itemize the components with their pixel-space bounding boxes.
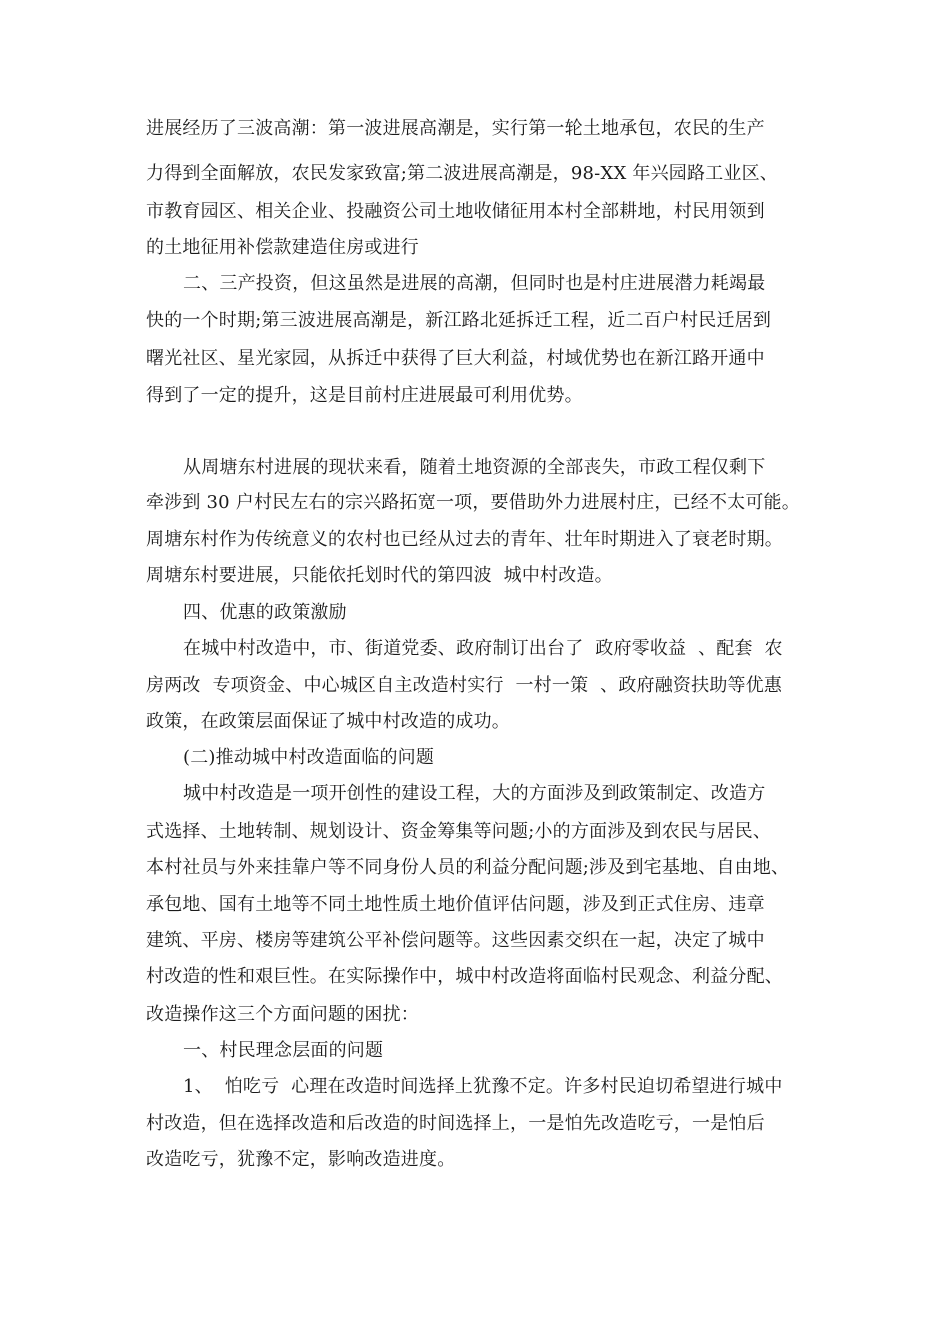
text-line: 式选择、土地转制、规划设计、资金筹集等问题;小的方面涉及到农民与居民、: [146, 821, 772, 842]
text-line: 的土地征用补偿款建造住房或进行: [146, 237, 419, 258]
text-line: 建筑、平房、楼房等建筑公平补偿问题等。这些因素交织在一起，决定了城中: [146, 930, 765, 951]
text-line: 市教育园区、相关企业、投融资公司土地收储征用本村全部耕地，村民用领到: [146, 201, 765, 222]
text-line: 力得到全面解放，农民发家致富;第二波进展高潮是，98-XX 年兴园路工业区、: [146, 163, 778, 184]
text-line: 改造操作这三个方面问题的困扰：: [146, 1004, 419, 1025]
text-line: 得到了一定的提升，这是目前村庄进展最可利用优势。: [146, 385, 583, 406]
section-heading: 一、村民理念层面的问题: [183, 1040, 384, 1061]
section-heading: (二)推动城中村改造面临的问题: [183, 747, 435, 768]
text-line: 村改造，但在选择改造和后改造的时间选择上，一是怕先改造吃亏，一是怕后: [146, 1113, 765, 1134]
text-line: 从周塘东村进展的现状来看，随着土地资源的全部丧失，市政工程仅剩下: [183, 457, 766, 478]
text-line: 牵涉到 30 户村民左右的宗兴路拓宽一项，要借助外力进展村庄，已经不太可能。: [146, 492, 800, 513]
text-line: 在城中村改造中，市、街道党委、政府制订出台了 政府零收益 、配套 农: [183, 638, 783, 659]
text-line: 进展经历了三波高潮：第一波进展高潮是，实行第一轮土地承包，农民的生产: [146, 118, 765, 139]
text-line: 曙光社区、星光家园，从拆迁中获得了巨大利益，村域优势也在新江路开通中: [146, 348, 765, 369]
text-line: 周塘东村作为传统意义的农村也已经从过去的青年、壮年时期进入了衰老时期。: [146, 529, 783, 550]
text-line: 城中村改造是一项开创性的建设工程，大的方面涉及到政策制定、改造方: [183, 783, 766, 804]
text-line: 政策，在政策层面保证了城中村改造的成功。: [146, 711, 510, 732]
text-line: 改造吃亏，犹豫不定，影响改造进度。: [146, 1149, 456, 1170]
text-line: 房两改 专项资金、中心城区自主改造村实行 一村一策 、政府融资扶助等优惠: [146, 675, 783, 696]
text-line: 本村社员与外来挂靠户等不同身份人员的利益分配问题;涉及到宅基地、自由地、: [146, 857, 790, 878]
text-line: 快的一个时期;第三波进展高潮是，新江路北延拆迁工程，近二百户村民迁居到: [146, 310, 772, 331]
text-line: 承包地、国有土地等不同土地性质土地价值评估问题，涉及到正式住房、违章: [146, 894, 765, 915]
text-line: 1、 怕吃亏 心理在改造时间选择上犹豫不定。许多村民迫切希望进行城中: [183, 1076, 783, 1097]
text-line: 二、三产投资，但这虽然是进展的高潮，但同时也是村庄进展潜力耗竭最: [183, 273, 766, 294]
section-heading: 四、优惠的政策激励: [183, 602, 347, 623]
text-line: 村改造的性和艰巨性。在实际操作中，城中村改造将面临村民观念、利益分配、: [146, 966, 783, 987]
text-line: 周塘东村要进展，只能依托划时代的第四波 城中村改造。: [146, 565, 613, 586]
